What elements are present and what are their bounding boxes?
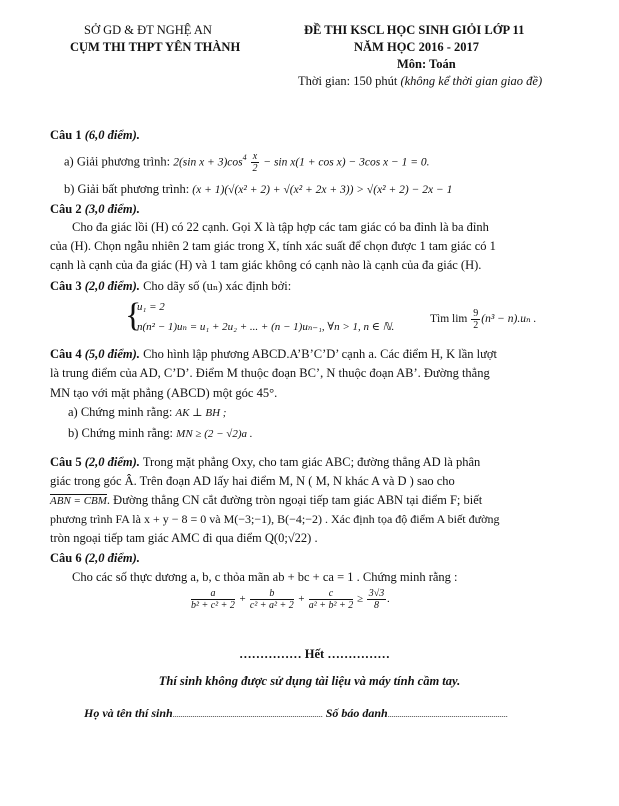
time-limit [298,74,542,89]
q1a-eq-left: 2(sin x + 3)cos [173,156,243,169]
q6-rhs-num: 3√3 [368,588,385,599]
q6-term1 [191,588,235,611]
q3-sys1: u₁ = 2 [137,301,165,313]
q3-find [430,308,536,331]
q5-line3: . Đường thẳng CN cắt đường tròn ngoại tiếp tam giác ABN tại điểm F; biết [106,493,483,507]
sbd-dots: ............................................................ [387,710,508,719]
q4-line1: Cho hình lập phương ABCD.A’B’C’D’ cạnh a. Các điểm H, K lần lượt [143,347,497,361]
q3-intro: Cho dãy số (uₙ) xác định bởi: [143,279,292,293]
q6-t1-num: a [191,588,235,600]
q3-frac [471,308,480,331]
q6-term2 [250,588,294,611]
q6-t3-num: c [309,588,354,600]
q3-find-tail: (n³ − n).uₙ . [481,313,537,326]
end-marker [0,647,619,662]
name-label: Họ và tên thí sinh [84,706,173,720]
q4-title: Câu 4 [50,347,82,361]
q5-heading [50,455,480,470]
exam-title: ĐỀ THI KSCL HỌC SINH GIỎI LỚP 11 [304,23,525,37]
q1a [64,151,430,174]
time-note: (không kể thời gian giao đề) [400,74,543,88]
exam-note [0,674,619,689]
cluster-name: CỤM THI THPT YÊN THÀNH [70,40,241,54]
q4a [68,405,226,420]
q6-points: (2,0 điểm). [84,551,140,565]
q5-angle-expr: ABN = CBM [50,495,107,507]
q4-points: (5,0 điểm). [84,347,140,361]
q5-line4: phương trình FA là x + y − 8 = 0 và M(−3;−1), B(−4;−2) . Xác định tọa độ điểm A biết đường [50,512,500,526]
q6-t3-den: a² + b² + 2 [308,600,354,611]
q1b [64,182,452,197]
q1-title: Câu 1 [50,128,82,142]
q1b-label: b) Giải bất phương trình: [64,182,190,196]
q3-find-label: Tìm lim [430,313,468,326]
q6-line1: Cho các số thực dương a, b, c thỏa mãn ab + bc + ca = 1 . Chứng minh rằng : [72,570,458,584]
q3-brace: { [125,297,142,334]
q4a-label: a) Chứng minh rằng: [68,405,173,419]
exam-note-text: Thí sinh không được sử dụng tài liệu và máy tính cầm tay. [158,674,461,688]
q5-points: (2,0 điểm). [84,455,140,469]
q1a-eq-right: − sin x(1 + cos x) − 3cos x − 1 = 0. [263,156,430,169]
q1-points: (6,0 điểm). [84,128,140,142]
end-marker-text: …………… Hết …………… [239,647,390,661]
name-dots: ........................................................................... [172,710,323,719]
q5-line2: giác trong góc Â. Trên đoạn AD lấy hai điểm M, N ( M, N khác A và D ) sao cho [50,474,455,488]
q6-rhs-den: 8 [374,600,380,611]
q2-title: Câu 2 [50,202,82,216]
q4b-expr: MN ≥ (2 − √2)a . [176,428,253,440]
q4-line3: MN tạo với mặt phẳng (ABCD) một góc 45°. [50,386,278,400]
sbd-label: Số báo danh [325,706,388,720]
q4b [68,426,252,441]
q2-points: (3,0 điểm). [84,202,140,216]
q3-points: (2,0 điểm). [84,279,140,293]
q6-inequality: $\frac{a}{\text{b² + c² + 2}}$ + $\frac{b}{\text{c² + a² + 2}}$ + $\frac{c}{\text{a² + b² + 2}}$ ≥ $\frac{3√3}{8}$ . [191,588,391,611]
q3-sys2: n(n² − 1)uₙ = u₁ + 2u₂ + ... + (n − 1)uₙ₋₁, ∀n > 1, n ∈ ℕ. [137,321,395,333]
q2-heading [50,202,140,217]
q4-heading [50,347,497,362]
q6-t1-den: b² + c² + 2 [191,600,235,611]
q6-t2-num: b [250,588,294,600]
q3-frac-num: 9 [473,308,479,319]
q2-line1: Cho đa giác lồi (H) có 22 cạnh. Gọi X là tập hợp các tam giác có ba đỉnh là ba đỉnh [72,220,489,234]
q2-line2: của (H). Chọn ngẫu nhiên 2 tam giác trong X, tính xác suất để chọn được 1 tam giác có 1 [50,239,496,253]
candidate-fields [84,706,508,721]
q5-line5: tròn ngoại tiếp tam giác AMC đi qua điểm Q(0;√22) . [50,531,318,545]
q6-t2-den: c² + a² + 2 [249,600,294,611]
q6-heading [50,551,140,566]
q4a-expr: AK ⊥ BH ; [175,407,227,419]
q5-title: Câu 5 [50,455,82,469]
q4-line2: là trung điểm của AD, C’D’. Điểm M thuộc đoạn BC’, N thuộc đoạn AB’. Đường thẳng [50,366,490,380]
q3-heading [50,278,291,294]
q1b-eq: (x + 1)(√(x² + 2) + √(x² + 2x + 3)) > √(x² + 2) − 2x − 1 [192,184,453,196]
q1a-frac-num: x [252,151,258,162]
q5-line1: Trong mặt phẳng Oxy, cho tam giác ABC; đường thẳng AD là phân [142,455,481,469]
subject: Môn: Toán [397,57,456,71]
q3-frac-den: 2 [473,320,479,331]
dept-name: SỞ GD & ĐT NGHỆ AN [84,23,212,37]
q1-heading [50,128,140,143]
q1a-frac [251,151,259,174]
q2-line3: cạnh là cạnh của đa giác (H) và 1 tam giác không có cạnh nào là cạnh của đa giác (H). [50,258,482,272]
q3-title: Câu 3 [50,279,82,293]
q6-title: Câu 6 [50,551,82,565]
school-year: NĂM HỌC 2016 - 2017 [354,40,479,54]
q5-line3-wrap [50,493,482,508]
q6-term3 [309,588,354,611]
q1a-label: a) Giải phương trình: [64,154,171,169]
q6-rhs [367,588,387,611]
q1a-eq-pow: 4 [242,153,247,163]
time-label: Thời gian: 150 phút [298,74,398,88]
q4b-label: b) Chứng minh rằng: [68,426,174,440]
q1a-frac-den: 2 [252,163,258,174]
